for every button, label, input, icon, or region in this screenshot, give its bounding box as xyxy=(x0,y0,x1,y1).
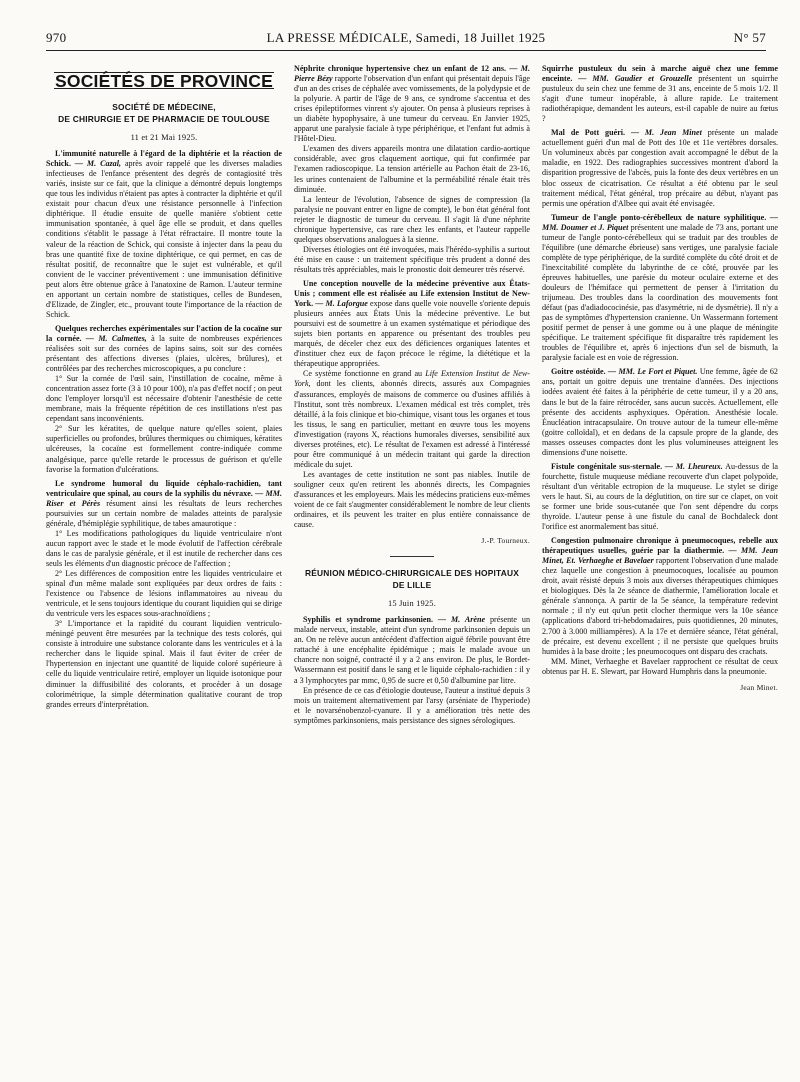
article-point: 1° Les modifications pathologiques du liquide ventriculaire n'ont aucun rapport avec le stade et le mode évolutif de l'affection cérébrale dans le cas de paralysie générale, et il est inutile de rechercher dans ces seuls les éléments d'un diagnostic précoce de l'affection ; xyxy=(46,528,282,568)
article-title: Mal de Pott guéri. xyxy=(551,128,626,138)
column-1 xyxy=(46,64,282,1076)
article-author: — M. Jean Minet xyxy=(630,128,702,138)
article-body: présentent un squirrhe pustuleux du sein chez une femme de 31 ans, enceinte de 5 mois 1/2. Il s'agit d'une tumeur inopérable, à allure rapide. Le traitement radiothérapique, demandent les auteurs, est-il capable de nuire au fœtus ? xyxy=(542,74,778,124)
article-author: — MM. Gaudier et Grouzelle xyxy=(578,74,693,84)
article-cocaine xyxy=(46,324,282,475)
divider xyxy=(390,556,434,557)
session-date: 11 et 21 Mai 1925. xyxy=(130,133,198,143)
article-body: résument ainsi les résultats de leurs recherches poursuivies sur un certain nombre de malades atteints de paralysie générale, d'hémiplégie syphilitique, de tabes amaurotique : xyxy=(46,498,282,528)
article-title: Fistule congénitale sus-sternale. xyxy=(551,461,663,471)
reunion-line-2: DE LILLE xyxy=(392,580,432,591)
column-2 xyxy=(294,64,530,1076)
article-author: — MM. Doumer et J. Piquet xyxy=(542,212,778,232)
article-paragraph: L'examen des divers appareils montra une dilatation cardio-aortique considérable, avec gros claquement aortique, qui fut confirmée par l'examen radioscopique. La tension artérielle au Pachon était de 23-16, les urines contenaient de l'albumine et la perméabilité rénale était très diminuée. xyxy=(294,144,530,194)
page-number: 970 xyxy=(46,30,67,45)
society-line-1: SOCIÉTÉ DE MÉDECINE, xyxy=(112,102,216,113)
article-author: — M. Arène xyxy=(437,615,486,625)
institute-name: Life Extension Institut de New-York, xyxy=(294,369,530,389)
society-line-2: DE CHIRURGIE ET DE PHARMACIE DE TOULOUSE xyxy=(58,114,270,125)
article-parkinsonien xyxy=(294,615,530,726)
article-author: — M. Laforgue xyxy=(315,299,368,309)
article-medecine-preventive xyxy=(294,279,530,530)
article-paragraph: MM. Minet, Verhaeghe et Bavelaer rapprochent ce résultat de ceux obtenus par H. E. Slewart, par Howard Humphris dans la pneumonie. xyxy=(542,656,778,676)
article-author: — MM. Le Fort et Piquet. xyxy=(608,367,698,377)
article-schick xyxy=(46,149,282,320)
article-paragraph: Les avantages de cette institution ne sont pas niables. Inutile de souligner ceux qu'en retirent les abonnés directs, les Compagnies d'assurances et les employeurs. Mais les médecins praticiens eux-mêmes voient de ce fait s'augmenter considérablement le nombre de leur clients ordinaires, et ils peuvent les traiter en plus entière connaissance de cause. xyxy=(294,469,530,530)
article-syphilis-nevraxe xyxy=(46,479,282,710)
article-body: rapporte l'observation d'un enfant qui présentait depuis l'âge d'un an des crises de céphalée avec vomissements, de la polydypsie et de la polyurie. A partir de l'âge de 9 ans, ce syndrome s'accentua et des crises épileptiformes vinrent s'y ajouter. On pensa à plusieurs reprises à un diabète hypophysaire, à une tumeur du cerveau. En Janvier 1925, apparut une paralysie faciale à type périphérique, et l'enfant fut admis à l'Hôtel-Dieu. xyxy=(294,74,530,144)
article-body: Au-dessus de la fourchette, fistule muqueuse médiane recouverte d'un clapet polypoïde, résultant d'un véritable ectropion de la muqueuse. Le stylet se dirige vers le haut. Si, au cours de la déglutition, on tire sur ce clapet, on voit se former une bride sous-cutanée que l'on sent dépendre du corps thyroïde. L'auteur pense à une fistule du canal de Bochdaleck dont l'orifice est anormalement bas situé. xyxy=(542,461,778,532)
article-author: — MM. Riser et Pérès xyxy=(46,488,282,508)
signature: Jean Minet. xyxy=(740,682,778,692)
article-author: — MM. Jean Minet, Et. Verhaeghe et Bavelaer xyxy=(542,546,778,566)
article-title: Le syndrome humoral du liquide céphalo-rachidien, tant ventriculaire que spinal, au cours de la syphilis du névraxe. xyxy=(46,478,282,498)
article-paragraph: En présence de ce cas d'étiologie douteuse, l'auteur a institué depuis 3 mois un traitement alternativement par l'arsy (arséniate de l'hyperiode) et le novarsénobenzol-cyanure. Il y a amélioration très nette des symptômes parkinsoniens, mais persistance des signes sérologiques. xyxy=(294,685,530,725)
article-body: présente un malade nerveux, instable, atteint d'un syndrome parkinsonien depuis un an. On ne relève aucun antécédent d'affection aiguë fébrile pouvant être rattaché à une encéphalite épidémique ; mais le malade avoue un chancre non soigné, contracté il y a 2 ans environ. De plus, le Bordet-Wassermann est positif dans le sang et le liquide céphalo-rachidien : il y a 3 lymphocytes par mmc, 0,95 de sucre et 0,50 d'albumine par litre. xyxy=(294,615,530,685)
article-point: 2° Sur les kératites, de quelque nature qu'elles soient, plaies superficielles ou profondes, brûlures thermiques ou chimiques, kératites ulcéreuses, la cocaïne est formellement contre-indiquée comme analgésique, parce qu'elle retarde le processus de guérison et qu'elle favorise la formation d'ulcérations. xyxy=(46,424,282,474)
article-title: Goitre ostéoïde. xyxy=(551,367,606,377)
article-title: Syphilis et syndrome parkinsonien. xyxy=(303,615,434,625)
article-fistule xyxy=(542,462,778,532)
article-title: Néphrite chronique hypertensive chez un enfant de 12 ans. xyxy=(294,64,507,73)
article-title: Congestion pulmonaire chronique à pneumocoques, rebelle aux thérapeutiques usuelles, guérie par la diathermie. xyxy=(542,536,778,556)
article-author: — M. Lheureux. xyxy=(664,461,723,471)
article-columns xyxy=(46,64,778,1076)
article-body: présentent une malade de 73 ans, portant une tumeur de l'angle ponto-cérébelleux qui se traduit par des troubles de l'équilibre (une démarche ébrieuse) sans vertiges, une paralysie faciale complète de type périphérique, de la surdité complète du côté droit et de l'inexcitabilité complète du labyrinthe de ce côté, prouvée par les épreuves habituelles, une parésie du moteur oculaire externe et des douleurs de l'hémiface qui permettent de penser à l'irritation du trijumeau. Des troubles dans la coordination des mouvements font défaut (pas d'adiadococinésie, pas d'asymétrie, ni de dysmétrie). Il n'y a pas de symptômes d'hypertension cranienne. Un Wassermann fortement positif permet de penser à une gomme ou à une plaque de méningite spécifique. Le traitement spécifique fit disparaître très rapidement les troubles de l'équilibre et, après 6 injections d'un sel de bismuth, la paralysie faciale est en voie de régression. xyxy=(542,222,778,363)
article-nephrite xyxy=(294,64,530,275)
article-author: — M. Calmettes, xyxy=(85,333,147,343)
article-paragraph: Diverses étiologies ont été invoquées, mais l'hérédo-syphilis a surtout été mise en cause : un traitement spécifique très prudent a donné des résultats très appréciables, mais le pronostic doit demeurer très réservé. xyxy=(294,244,530,274)
signature: J.-P. Tourneux. xyxy=(481,536,530,546)
journal-title: LA PRESSE MÉDICALE, Samedi, 18 Juillet 1925 xyxy=(266,30,546,45)
section-title: SOCIÉTÉS DE PROVINCE xyxy=(55,71,273,91)
article-goitre xyxy=(542,367,778,457)
running-header xyxy=(46,30,766,51)
column-3 xyxy=(542,64,778,1076)
issue-number: N° 57 xyxy=(733,30,766,45)
article-point: 1° Sur la cornée de l'œil sain, l'instillation de cocaïne, même à concentration assez forte (3 à 10 pour 100), n'a pas d'effet nocif ; on peut donc l'employer lorsqu'il est nécessaire d'obtenir l'anesthésie de cette membrane, mais la fréquente répétition de ces instillations n'est pas cependant sans inconvénients. xyxy=(46,374,282,424)
article-paragraph: Ce système fonctionne en grand au xyxy=(303,369,426,379)
article-paragraph: dont les clients, abonnés directs, assurés aux Compagnies d'assurances, employés de maisons de commerce ou d'usines affiliés à l'Institut, sont très nombreux. L'examen médical est très complet, très détaillé, à la fois clinique et bio-chimique, visant tous les organes et tous les tissus, le sang en particulier, mettant en œuvre tous les moyens d'investigation (rayons X, réactions humorales diverses, sensibilité aux diverses protéines, etc). Le résultat de l'examen est adressé à l'intéressé pour être communiqué à un médecin traitant qui garde la direction médicale du sujet. xyxy=(294,379,530,469)
article-squirrhe xyxy=(542,64,778,124)
article-title: Quelques recherches expérimentales sur l'action de la cocaïne sur la cornée. xyxy=(46,323,282,343)
article-author: — M. Cazal, xyxy=(74,159,121,169)
article-body: rapportent l'observation d'une malade chez laquelle une congestion à pneumocoques, localisée au poumon droit, avait résisté depuis 3 mois aux diverses thérapeutiques chimiques et biologiques. Dès la 2e séance de diathermie, l'amélioration locale et générale s'annonça. A partir de la 5e séance, la température redevint normale ; il n'y eut qu'un petit clocher thermique vers la 10e séance (applications d'abord tri-hebdomadaires, puis quotidiennes, 20 minutes, 2.700 à 3.000 milliampères). A la 17e et dernière séance, l'état général, de précaire, est devenu excellent ; il ne persiste que quelques bruits humides à la base droite ; les pneumocoques ont disparu des crachats. xyxy=(542,556,778,656)
article-point: 2° Les différences de composition entre les liquides ventriculaire et spinal d'un même malade sont expliquées par deux ordres de faits : l'existence ou l'absence de lésions inflammatoires au niveau du ventricule, et le sens toujours identique du courant liquidien qui se dirige du ventricule vers les espaces sous-arachnoïdiens ; xyxy=(46,569,282,619)
society-heading xyxy=(46,101,282,125)
article-mal-de-pott xyxy=(542,128,778,208)
article-tumeur-ponto xyxy=(542,213,778,364)
article-point: 3° L'importance et la rapidité du courant liquidien ventriculo-méningé peuvent être mesurées par la technique des tests colorés, qui consiste à introduire une substance colorante dans les ventricules et à la rechercher dans le liquide spinal. Mais il faut éviter de créer de l'hypertension en injectant une quantité de liquide coloré supérieure à celle du liquide ventriculaire retiré, employer un liquide isotonique pour diminuer la diffusibilité des colorants, et procéder à un dosage colorimétrique, la simple détermination qualitative courant de trop grandes erreurs d'interprétation. xyxy=(46,619,282,709)
article-paragraph: La lenteur de l'évolution, l'absence de signes de compression (la paralysie ne pouvant entrer en ligne de compte), le bon état général font rejeter le diagnostic de tumeur du cerveau. Il s'agit là d'une néphrite chronique hypertensive, cas rare chez les enfants, et l'auteur rappelle quelques observations analogues à la sienne. xyxy=(294,194,530,244)
article-title: Squirrhe pustuleux du sein à marche aiguë chez une femme enceinte. xyxy=(542,64,778,84)
article-body: à la suite de nombreuses expériences réalisées soit sur des cornées de lapins sains, soit sur des cornées présentant des affections diverses (plaies, ulcères, brûlures), et contrôlées par des recherches microscopiques, a pu conclure : xyxy=(46,333,282,374)
article-author: — M. Pierre Bézy xyxy=(294,64,530,84)
reunion-heading xyxy=(294,567,530,591)
article-title: Tumeur de l'angle ponto-cérébelleux de nature syphilitique. xyxy=(551,212,767,222)
article-body: après avoir rappelé que les diverses maladies infectieuses de l'enfance présentent des degrés de contagiosité très variés, insiste sur ce fait, que la clinique a démontré depuis longtemps que tous les individus n'étaient pas aptes à contracter la diphtérie et qu'il existait pour chacun d'eux une résistance personnelle à l'infection diphtérique. Il étudie ensuite de quelle manière s'obtient cette immunisation spontanée, à quel âge elle se produit, et dans quelles conditions s'établit le passage à l'état réfractaire. Il montre toute la valeur de la réaction de Schick, qui consiste à injecter dans la peau du bras une quantité fixe de toxine diphtérique, ce qui permet, en cas de résultat positif, de reconnaître que le sujet est vulnérable, et qu'il convient de le vacciner préventivement : une immunisation définitive peut alors être obtenue grâce à l'anatoxine de Ramon. L'auteur termine en apportant un certain nombre de statistiques, celles de Bundesen, d'Elizade, de Zingler, etc., prouvant toute l'importance de la réaction de Schick. xyxy=(46,159,282,319)
article-body: expose dans quelle voie nouvelle s'oriente depuis plusieurs années aux États Unis la médecine préventive. Le but poursuivi est de soumettre à un examen systématique et périodique des sujets bien portants en apparence ou présentant des troubles peu marqués, de déceler chez eux des déficiences organiques latentes et d'instituer chez eux de façon précoce le régime, la diététique et la thérapeutique appropriées. xyxy=(294,299,530,369)
article-title: Une conception nouvelle de la médecine préventive aux États-Unis ; comment elle est réalisée au Life extension Institut de New-York. xyxy=(294,278,530,309)
reunion-date: 15 Juin 1925. xyxy=(388,599,436,609)
article-congestion xyxy=(542,536,778,677)
article-title: L'immunité naturelle à l'égard de la diphtérie et la réaction de Schick. xyxy=(46,149,282,169)
reunion-line-1: RÉUNION MÉDICO-CHIRURGICALE DES HOPITAUX xyxy=(305,568,519,579)
article-body: présente un malade actuellement guéri d'un mal de Pott des 10e et 11e vertèbres dorsales. Un volumineux abcès par congestion avait accompagné le début de la maladie, en 1922. Des radiographies successives montrent d'abord la disparition progressive de l'abcès, puis la fonte des deux vertèbres en un bloc osseux de cicatrisation. Ce résultat a été obtenu par le seul traitement médical, l'état général, trop précaire au début, n'ayant pas permis une opération d'Albee qui avait été envisagée. xyxy=(542,128,778,208)
article-body: Une femme, âgée de 62 ans, portait un goitre depuis une trentaine d'années. Des injections iodées avaient été faites à la périphérie de cette tumeur, il y a 20 ans, dans le but de la faire rétrocéder, sans aucun succès. Actuellement, elle présente des accidents asphyxiques. Opération. Anesthésie locale. Énucléation intracapsulaire. On trouve autour de la tumeur elle-même (goitre colloïdal), et en dedans de la capsule propre de la glande, des masses osseuses compactes dont les plus volumineuses atteignent les dimensions d'une noisette. xyxy=(542,367,778,457)
